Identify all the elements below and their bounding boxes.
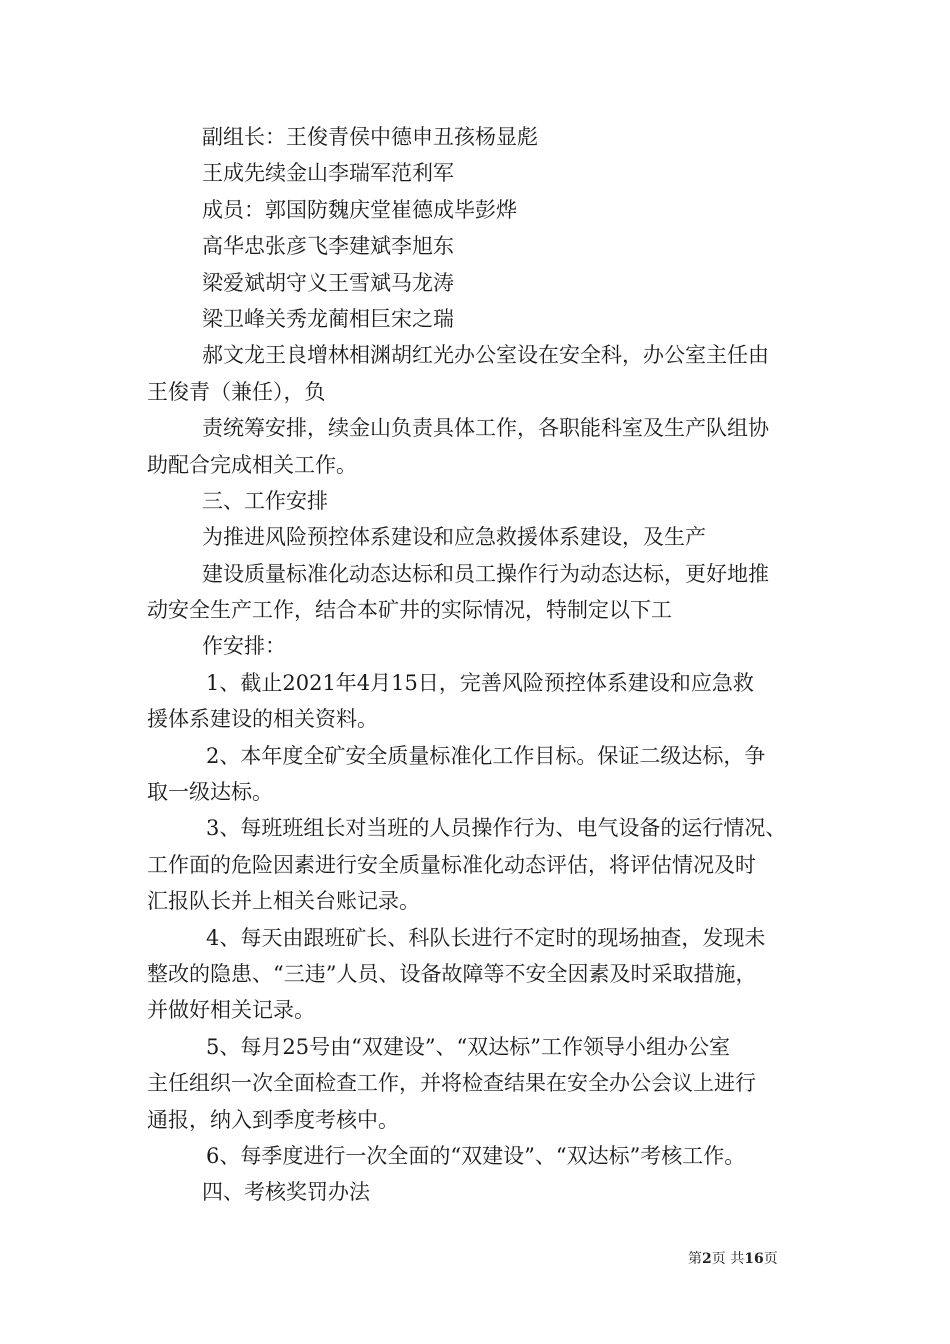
text-line: 通报，纳入到季度考核中。 — [147, 1107, 399, 1132]
text-line: 动安全生产工作，结合本矿井的实际情况，特制定以下工 — [147, 598, 672, 623]
text-line: 责统筹安排，续金山负责具体工作，各职能科室及生产队组协 — [202, 416, 769, 441]
text-line: 援体系建设的相关资料。 — [147, 707, 378, 732]
text-line: 2、本年度全矿安全质量标准化工作目标。保证二级达标，争 — [206, 743, 766, 768]
total-pages-number: 16 — [744, 1251, 764, 1267]
text-line: 助配合完成相关工作。 — [147, 452, 357, 477]
text-line: 1、截止2021年4月15日，完善风险预控体系建设和应急救 — [206, 670, 754, 695]
text-line: 建设质量标准化动态达标和员工操作行为动态达标，更好地推 — [202, 561, 769, 586]
text-line: 王成先续金山李瑞军范利军 — [202, 161, 454, 186]
text-line: 梁卫峰关秀龙蔺相巨宋之瑞 — [202, 306, 454, 331]
text-line: 副组长：王俊青侯中德申丑孩杨显彪 — [202, 125, 538, 149]
text-line: 主任组织一次全面检查工作，并将检查结果在安全办公会议上进行 — [147, 1071, 756, 1096]
text-line: 汇报队长并上相关台账记录。 — [147, 889, 420, 914]
footer-suffix: 页 — [763, 1251, 778, 1267]
footer-prefix: 第 — [688, 1251, 702, 1267]
text-line: 王俊青（兼任），负 — [147, 379, 326, 404]
text-line: 3、每班班组长对当班的人员操作行为、电气设备的运行情况、 — [206, 816, 787, 841]
text-line: 4、每天由跟班矿长、科队长进行不定时的现场抽查，发现未 — [206, 925, 766, 950]
text-line: 成员：郭国防魏庆堂崔德成毕彭烨 — [202, 197, 517, 222]
text-line: 作安排： — [202, 634, 286, 659]
text-line: 郝文龙王良增林相渊胡红光办公室设在安全科，办公室主任由 — [202, 343, 769, 368]
text-line: 整改的隐患、“三违”人员、设备故障等不安全因素及时采取措施， — [147, 961, 757, 986]
text-line: 并做好相关记录。 — [147, 998, 315, 1023]
text-line: 为推进风险预控体系建设和应急救援体系建设，及生产 — [202, 525, 706, 550]
current-page-number: 2 — [702, 1251, 712, 1267]
footer-middle: 页 共 — [711, 1251, 745, 1267]
document-body — [147, 119, 817, 1211]
section-heading: 四、考核奖罚办法 — [202, 1180, 370, 1205]
text-line: 取一级达标。 — [147, 780, 273, 805]
text-line: 工作面的危险因素进行安全质量标准化动态评估，将评估情况及时 — [147, 852, 756, 877]
text-line: 5、每月25号由“双建设”、“双达标”工作领导小组办公室 — [206, 1034, 731, 1059]
page-number-footer — [688, 1248, 778, 1268]
text-line: 6、每季度进行一次全面的“双建设”、“双达标”考核工作。 — [206, 1143, 746, 1168]
text-line: 梁爱斌胡守义王雪斌马龙涛 — [202, 270, 454, 295]
section-heading: 三、工作安排 — [202, 488, 328, 513]
text-line: 高华忠张彦飞李建斌李旭东 — [202, 234, 454, 259]
